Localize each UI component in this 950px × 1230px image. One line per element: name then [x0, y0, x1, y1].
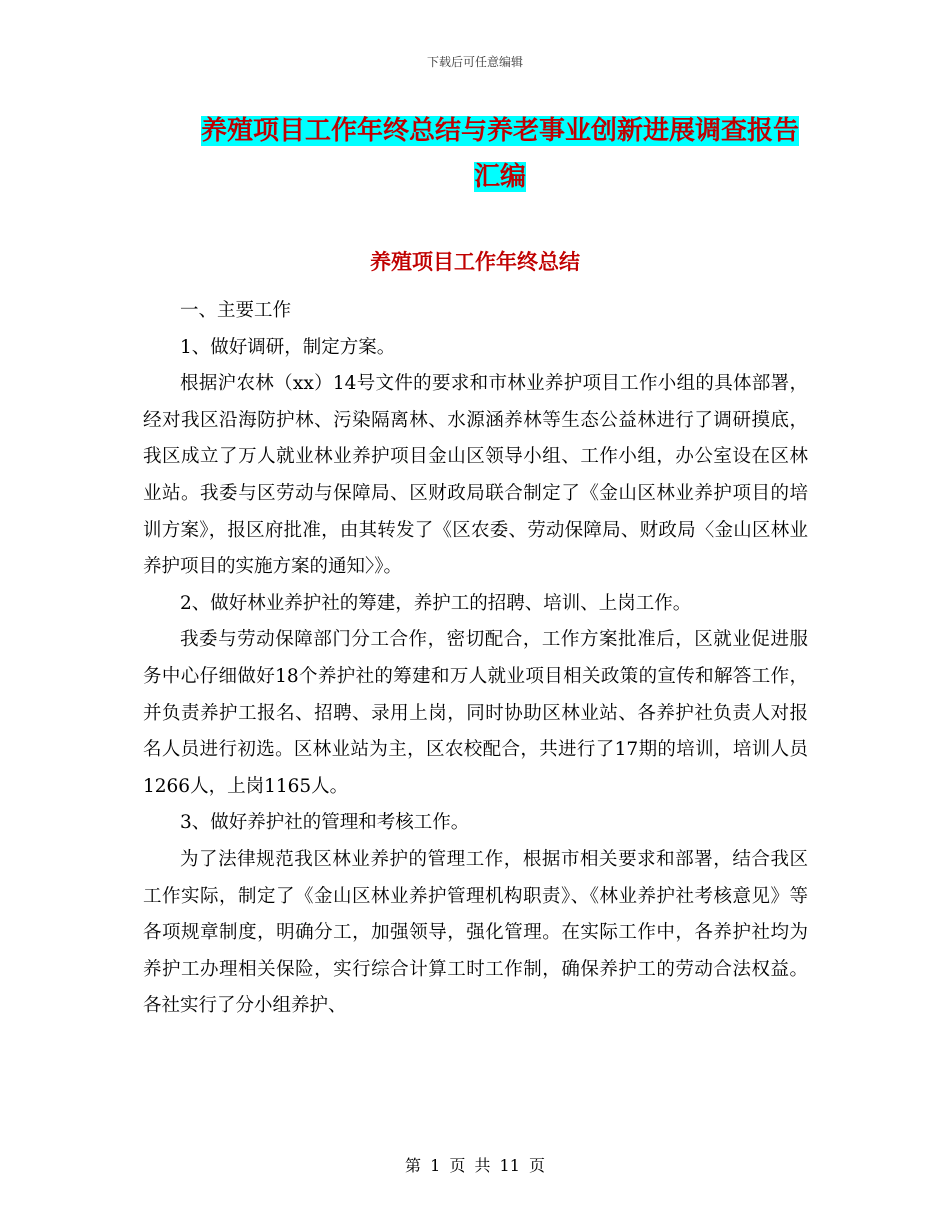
page-indicator: 第 1 页 共 11 页 — [405, 1156, 545, 1175]
body-paragraph: 我委与劳动保障部门分工合作，密切配合，工作方案批准后，区就业促进服务中心仔细做好18个养护社的筹建和万人就业项目相关政策的宣传和解答工作，并负责养护工报名、招聘、录用上岗，同时协助区林业站、各养护社负责人对报名人员进行初选。区林业站为主，区农校配合，共进行了17期的培训，培训人员1266人，上岗1165人。 — [143, 629, 808, 797]
body-paragraph: 根据沪农林（xx）14号文件的要求和市林业养护项目工作小组的具体部署，经对我区沿海防护林、污染隔离林、水源涵养林等生态公益林进行了调研摸底，我区成立了万人就业林业养护项目金山区领导小组、工作小组，办公室设在区林业站。我委与区劳动与保障局、区财政局联合制定了《金山区林业养护项目的培训方案》，报区府批准，由其转发了《区农委、劳动保障局、财政局〈金山区林业养护项目的实施方案的通知〉》。 — [143, 373, 808, 578]
header-note: 下载后可任意编辑 — [426, 55, 523, 69]
section-title: 养殖项目工作年终总结 — [370, 250, 580, 274]
item-2-heading: 2、做好林业养护社的筹建，养护工的招聘、培训、上岗工作。 — [180, 592, 692, 614]
document-body — [143, 293, 808, 1025]
document-title — [140, 108, 860, 200]
heading-main-work: 一、主要工作 — [180, 300, 292, 321]
document-title-line-1: 养殖项目工作年终总结与养老事业创新进展调查报告 — [200, 116, 799, 146]
document-title-line-2: 汇编 — [473, 162, 526, 192]
item-1-heading: 1、做好调研，制定方案。 — [180, 336, 396, 358]
body-paragraph: 为了法律规范我区林业养护的管理工作，根据市相关要求和部署，结合我区工作实际，制定了《金山区林业养护管理机构职责》、《林业养护社考核意见》等各项规章制度，明确分工，加强领导，强化管理。在实际工作中，各养护社均为养护工办理相关保险，实行综合计算工时工作制，确保养护工的劳动合法权益。各社实行了分小组养护、 — [143, 848, 808, 1017]
item-3-heading: 3、做好养护社的管理和考核工作。 — [180, 812, 470, 834]
